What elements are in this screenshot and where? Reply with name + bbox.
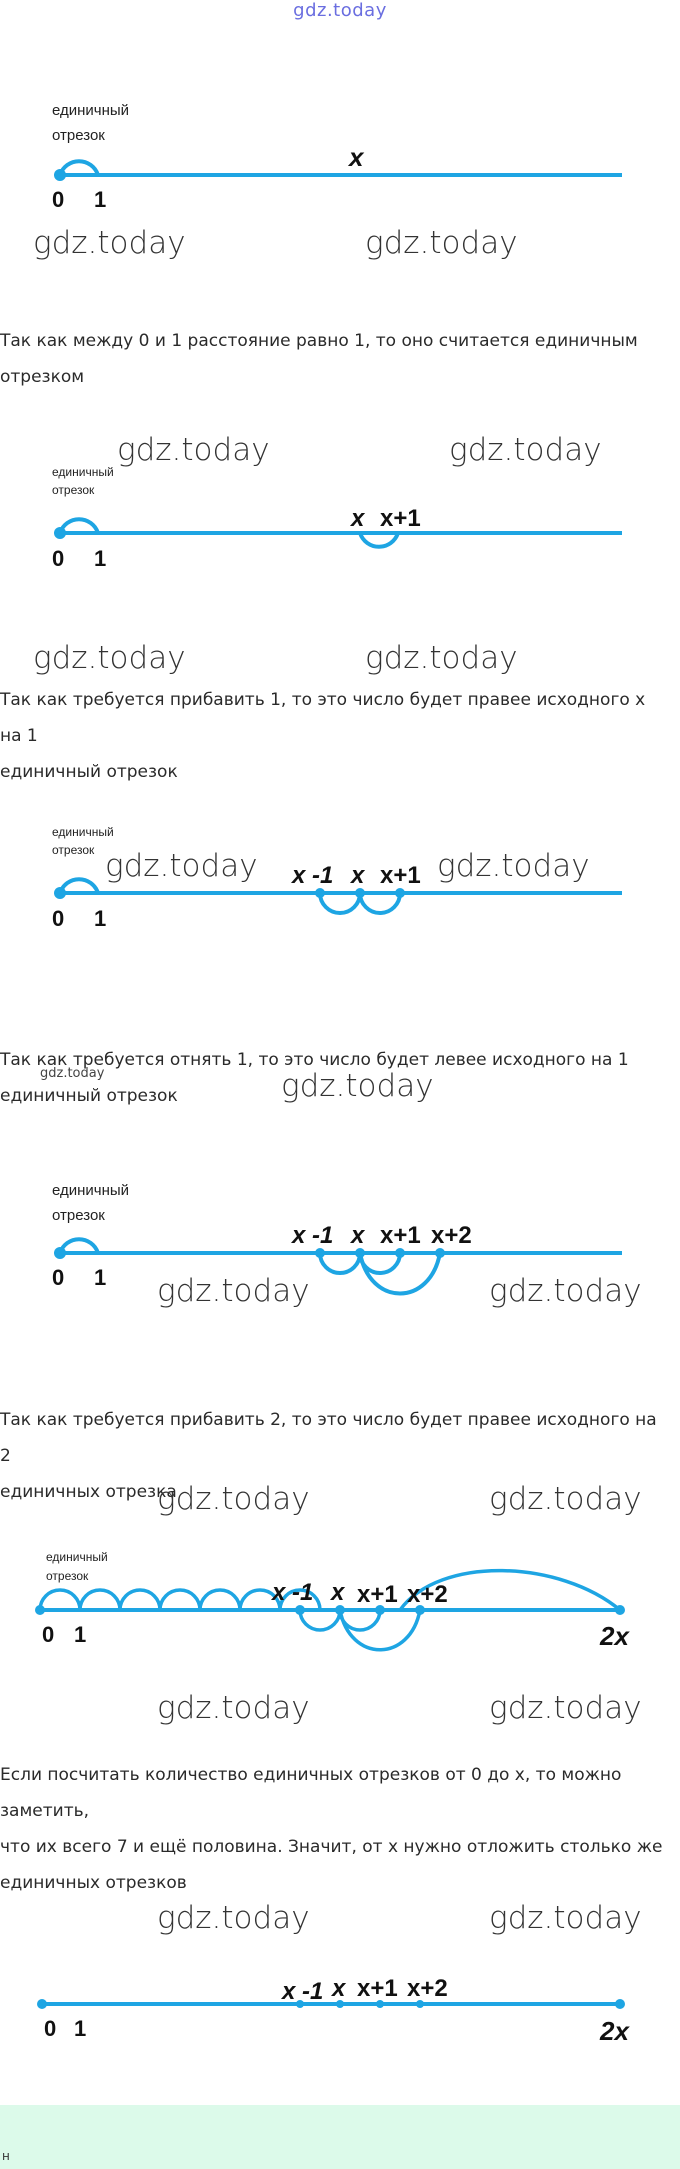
unit-arc — [60, 161, 98, 175]
watermark: gdz.today — [489, 1481, 642, 1517]
label-x: x — [332, 1975, 346, 2002]
point-zero — [54, 1247, 66, 1259]
label-2x: 2x — [600, 1621, 629, 1651]
number-line-figure-1 — [0, 95, 680, 225]
label-x-plus-2: x+2 — [431, 1222, 472, 1249]
label-zero: 0 — [52, 1265, 65, 1290]
arc-x-minus-1-to-x — [320, 893, 360, 913]
point-x — [355, 888, 365, 898]
unit-label-line1: единичный — [52, 465, 114, 479]
unit-label-line1: единичный — [52, 825, 114, 839]
label-zero: 0 — [52, 906, 65, 931]
label-x-plus-1: x+1 — [380, 505, 421, 532]
paragraph-5-line: Если посчитать количество единичных отрезков от 0 до x, то можно заметить, — [0, 1765, 622, 1821]
point-2x — [615, 1605, 625, 1615]
unit-arc — [200, 1590, 240, 1610]
label-zero: 0 — [52, 187, 65, 212]
unit-arc — [60, 1239, 98, 1253]
point-2x — [615, 1999, 625, 2009]
number-line-figure-6 — [0, 1960, 680, 2070]
arc-x-to-x-plus-1 — [360, 533, 398, 547]
unit-arc — [60, 519, 98, 533]
unit-label-line1: единичный — [52, 1182, 130, 1199]
watermark: gdz.today — [117, 432, 270, 468]
watermark: gdz.today — [489, 1273, 642, 1309]
label-one: 1 — [94, 546, 107, 571]
label-x-plus-1: x+1 — [380, 862, 421, 889]
unit-label-line2: отрезок — [52, 843, 95, 857]
watermark: gdz.today — [365, 640, 518, 676]
point-x-plus-1 — [395, 1248, 405, 1258]
watermark: gdz.today — [157, 1900, 310, 1936]
label-x-plus-2: x+2 — [407, 1975, 448, 2002]
point-x-minus-1 — [295, 1605, 305, 1615]
label-x: x — [351, 862, 365, 889]
site-logo[interactable]: gdz.today — [293, 0, 387, 21]
unit-label-line2: отрезок — [52, 483, 95, 497]
label-x-plus-1: x+1 — [357, 1581, 398, 1608]
number-line-figure-5 — [0, 1545, 680, 1665]
label-x: x — [331, 1579, 345, 1606]
watermark: gdz.today — [157, 1273, 310, 1309]
label-x-minus-1: x -1 — [272, 1579, 314, 1606]
label-x: x — [351, 1222, 365, 1249]
unit-arc — [160, 1590, 200, 1610]
unit-label-line1: единичный — [52, 102, 130, 119]
paragraph-4-line: единичных отрезка — [0, 1482, 177, 1502]
watermark: gdz.today — [489, 1690, 642, 1726]
paragraph-2-line: Так как требуется прибавить 1, то это число будет правее исходного x на 1 — [0, 690, 646, 746]
watermark: gdz.today — [105, 848, 258, 884]
paragraph-2-line: единичный отрезок — [0, 762, 178, 782]
point-x-plus-2 — [435, 1248, 445, 1258]
point-zero — [54, 527, 66, 539]
paragraph-1-line: отрезком — [0, 367, 85, 387]
label-x: x — [351, 505, 365, 532]
label-x-plus-1: x+1 — [380, 1222, 421, 1249]
watermark: gdz.today — [281, 1068, 434, 1104]
unit-label-line1: единичный — [46, 1550, 108, 1564]
unit-arc — [80, 1590, 120, 1610]
watermark: gdz.today — [33, 640, 186, 676]
label-zero: 0 — [42, 1622, 55, 1647]
paragraph-1-line: Так как между 0 и 1 расстояние равно 1, то оно считается единичным — [0, 331, 638, 351]
label-2x: 2x — [600, 2016, 629, 2046]
point-x-minus-1 — [315, 1248, 325, 1258]
paragraph-5-line: что их всего 7 и ещё половина. Значит, от x нужно отложить столько же — [0, 1837, 663, 1857]
label-one: 1 — [74, 2016, 87, 2041]
label-one: 1 — [94, 1265, 107, 1290]
point-x — [335, 1605, 345, 1615]
label-one: 1 — [74, 1622, 87, 1647]
label-zero: 0 — [52, 546, 65, 571]
unit-label-line2: отрезок — [52, 127, 105, 144]
label-x-plus-1: x+1 — [357, 1975, 398, 2002]
arc-x-to-x-plus-1 — [360, 893, 400, 913]
arc-x-minus-1-to-x — [320, 1253, 360, 1273]
paragraph-5-line: единичных отрезков — [0, 1873, 187, 1893]
label-zero: 0 — [44, 2016, 57, 2041]
watermark: gdz.today — [157, 1690, 310, 1726]
watermark-small: gdz.today — [40, 1066, 105, 1081]
point-zero — [54, 169, 66, 181]
label-x-plus-2: x+2 — [407, 1581, 448, 1608]
paragraph-3-line: Так как требуется отнять 1, то это число будет левее исходного на 1 — [0, 1050, 629, 1070]
point-zero — [54, 887, 66, 899]
paragraph-1 — [0, 323, 670, 395]
paragraph-3-line: единичный отрезок — [0, 1086, 178, 1106]
label-x: x — [349, 142, 364, 172]
arc-x-minus-1-to-x — [300, 1610, 340, 1630]
unit-label-line2: отрезок — [46, 1569, 89, 1583]
label-x-minus-1: x -1 — [292, 862, 334, 889]
label-one: 1 — [94, 906, 107, 931]
label-x-minus-1: x -1 — [282, 1978, 324, 2005]
answer-box-text: н — [2, 2149, 10, 2163]
point-x-minus-1 — [315, 888, 325, 898]
unit-arc — [60, 879, 98, 893]
watermark: gdz.today — [157, 1481, 310, 1517]
point-zero — [35, 1605, 45, 1615]
unit-arc — [120, 1590, 160, 1610]
point-x-plus-1 — [395, 888, 405, 898]
watermark: gdz.today — [437, 848, 590, 884]
point-x — [355, 1248, 365, 1258]
watermark: gdz.today — [449, 432, 602, 468]
paragraph-4-line: Так как требуется прибавить 2, то это число будет правее исходного на 2 — [0, 1410, 657, 1466]
unit-label-line2: отрезок — [52, 1207, 105, 1224]
label-x-minus-1: x -1 — [292, 1222, 334, 1249]
unit-arc — [40, 1590, 80, 1610]
paragraph-2 — [0, 682, 670, 790]
watermark: gdz.today — [33, 225, 186, 261]
watermark: gdz.today — [365, 225, 518, 261]
watermark: gdz.today — [489, 1900, 642, 1936]
number-line-figure-2 — [0, 460, 680, 580]
label-one: 1 — [94, 187, 107, 212]
point-zero — [37, 1999, 47, 2009]
answer-box — [0, 2105, 680, 2169]
paragraph-5 — [0, 1757, 670, 1901]
